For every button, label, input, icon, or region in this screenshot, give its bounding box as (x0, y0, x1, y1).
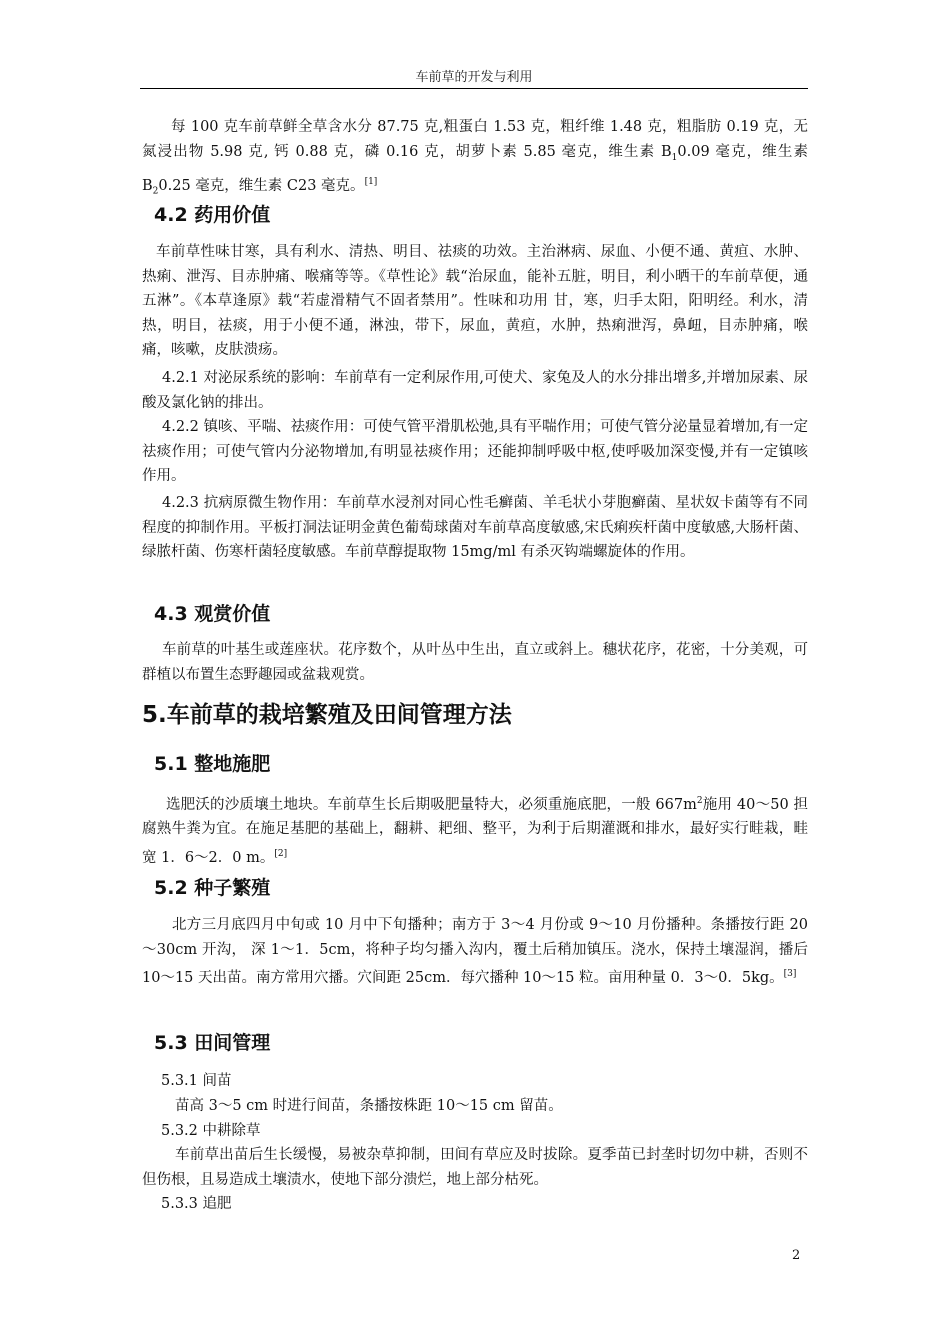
medicinal-paragraph: 车前草性味甘寒，具有利水、清热、明目、祛痰的功效。主治淋病、尿血、小便不通、黄疸、水肿、热痢、泄泻、目赤肿痛、喉痛等等。《草性论》载“治尿血，能补五脏，明目，利小晒干的车前草便，通五淋”。《本草逢原》载“若虚滑精气不固者禁用”。性味和功用 甘，寒，归手太阳，阳明经。利水，清热，明目，祛痰，用于小便不通，淋浊，带下，尿血，黄疸，水肿，热痢泄泻，鼻衄，目赤肿痛，喉痛，咳嗽，皮肤溃疡。 (142, 244, 808, 358)
paragraph-4-2-3: 4.2.3 抗病原微生物作用：车前草水浸剂对同心性毛癣菌、羊毛状小芽胞癣菌、星状奴卡菌等有不同程度的抑制作用。平板打洞法证明金黄色葡萄球菌对车前草高度敏感,宋氏痢疾杆菌中度敏感,大肠杆菌、绿脓杆菌、伤寒杆菌轻度敏感。车前草醇提取物 15mg/ml 有杀灭钩端螺旋体的作用。 (142, 495, 808, 560)
page-number: 2 (792, 1248, 801, 1263)
thinning-paragraph: 苗高 3～5 cm 时进行间苗，条播按株距 10～15 cm 留苗。 (175, 1098, 563, 1114)
paragraph-4-2-1: 4.2.1 对泌尿系统的影响：车前草有一定利尿作用,可使犬、家兔及人的水分排出增多,并增加尿素、尿酸及氯化钠的排出。 (142, 370, 808, 411)
heading-4-2: 4.2 药用价值 (154, 204, 271, 226)
heading-4-3: 4.3 观赏价值 (154, 603, 271, 625)
running-header: 车前草的开发与利用 (415, 70, 533, 85)
heading-5-3-3: 5.3.3 追肥 (161, 1196, 232, 1212)
heading-5-3: 5.3 田间管理 (154, 1032, 271, 1054)
soil-paragraph: 选肥沃的沙质壤土地块。车前草生长后期吸肥量特大，必须重施底肥，一般 $667m^2$施用 40～50 担腐熟牛粪为宜。在施足基肥的基础上，翻耕、耙细、整平，为利于后期灌溉和排水，最好实行畦栽，畦宽 1．6～2．0 m。[2] (142, 796, 808, 866)
weeding-paragraph: 车前草出苗后生长缓慢，易被杂草抑制，田间有草应及时拔除。夏季苗已封垄时切勿中耕，否则不但伤根，且易造成土壤渍水，使地下部分溃烂，地上部分枯死。 (142, 1147, 808, 1188)
heading-5-2: 5.2 种子繁殖 (154, 877, 271, 899)
heading-5-3-1: 5.3.1 间苗 (161, 1073, 232, 1089)
heading-5: 5.车前草的栽培繁殖及田间管理方法 (142, 702, 512, 728)
seed-paragraph: 北方三月底四月中旬或 10 月中下旬播种；南方于 3～4 月份或 9～10 月份播种。条播按行距 20～30cm 开沟， 深 1～1．5cm，将种子均匀播入沟内，覆土后稍加镇压。浇水，保持土壤湿润，播后 10～15 天出苗。南方常用穴播。穴间距 25cm．每穴播种 10～15 粒。亩用种量 0．3～0．5kg。[3] (142, 917, 808, 986)
paragraph-4-2-2: 4.2.2 镇咳、平喘、祛痰作用：可使气管平滑肌松弛,具有平喘作用；可使气管分泌量显着增加,有一定祛痰作用；可使气管内分泌物增加,有明显祛痰作用；还能抑制呼吸中枢,使呼吸加深变慢,并有一定镇咳作用。 (142, 419, 808, 484)
header-rule (140, 88, 808, 89)
heading-5-3-2: 5.3.2 中耕除草 (161, 1123, 261, 1139)
ornamental-paragraph: 车前草的叶基生或莲座状。花序数个，从叶丛中生出，直立或斜上。穗状花序，花密，十分美观，可群植以布置生态野趣园或盆栽观赏。 (142, 642, 808, 683)
nutrition-paragraph: 每 100 克车前草鲜全草含水分 87.75 克,粗蛋白 1.53 克，粗纤维 1.48 克，粗脂肪 0.19 克，无氮浸出物 5.98 克, 钙 0.88 克，磷 0.16 克，胡萝卜素 5.85 毫克，维生素 $B_10.09$ 毫克，维生素 $B_20.25$ 毫克，维生素 C23 毫克。[1] (142, 119, 808, 197)
heading-5-1: 5.1 整地施肥 (154, 753, 271, 775)
